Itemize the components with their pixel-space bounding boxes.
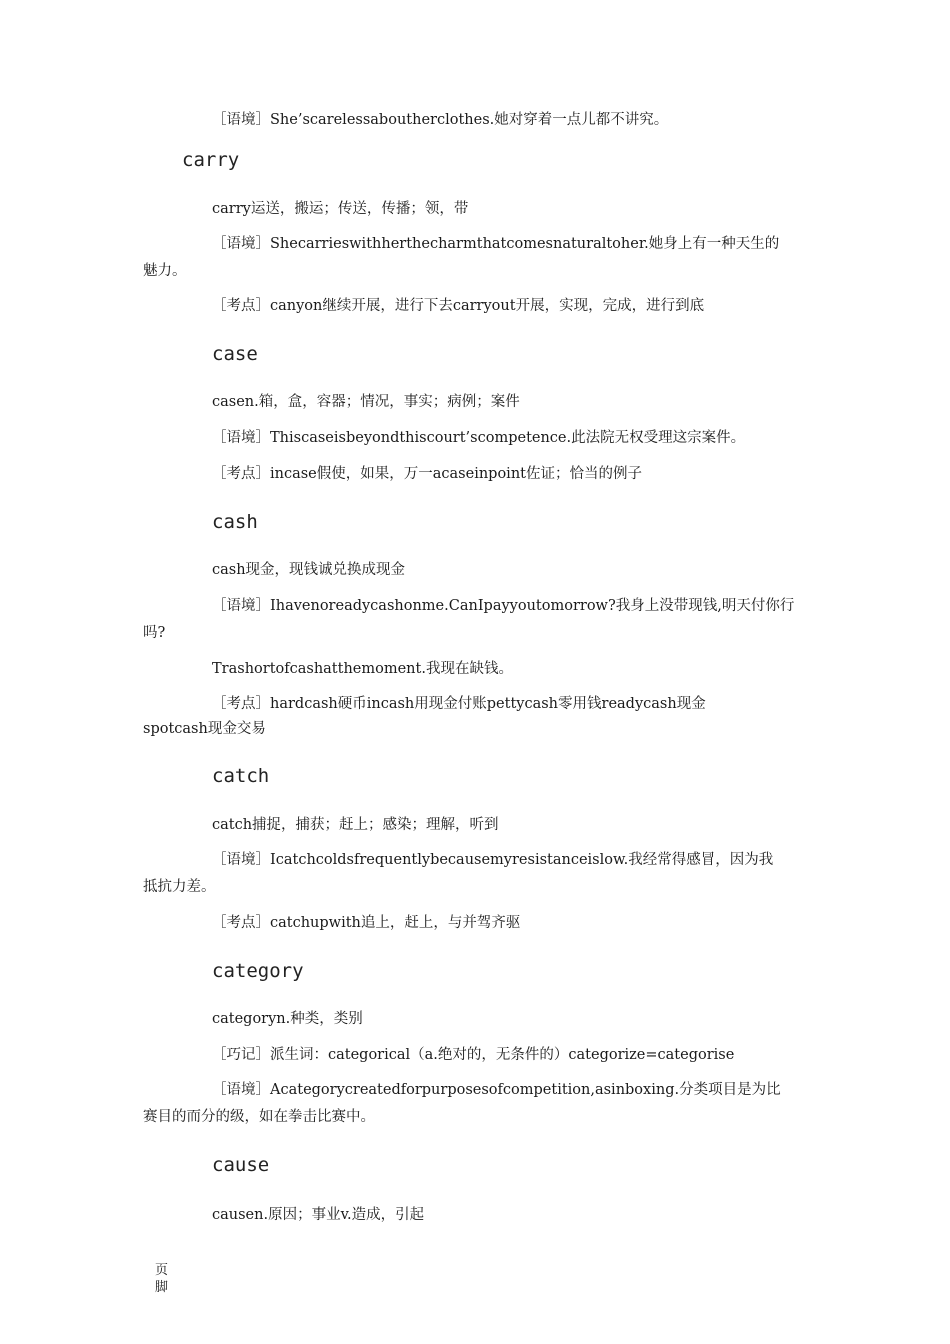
exam-point-case: ［考点］incase假使，如果，万一acaseinpoint佐证；恰当的例子 [212,466,642,482]
page-footer: 页脚 [155,1263,169,1295]
definition-carry: carry运送，搬运；传送，传播；领，带 [212,201,469,217]
exam-point-carry: ［考点］canyon继续开展，进行下去carryout开展，实现，完成，进行到底 [212,298,705,314]
context-cash-line1: ［语境］Ihavenoreadycashonme.CanIpayyoutomorrow?我身上没带现钱,明天付你行 [212,598,795,614]
context-category-line2: 赛目的而分的级，如在拳击比赛中。 [143,1109,375,1125]
exam-point-cash-line2: spotcash现金交易 [143,721,266,737]
definition-category: categoryn.种类，类别 [212,1011,363,1027]
entry-heading-catch: catch [212,765,270,787]
context-category-line1: ［语境］Acategorycreatedforpurposesofcompetition,asinboxing.分类项目是为比 [212,1082,781,1098]
entry-heading-case: case [212,343,258,365]
memory-tip-category: ［巧记］派生词：categorical（a.绝对的，无条件的）categorize=categorise [212,1047,735,1063]
definition-cash: cash现金，现钱诚兑换成现金 [212,562,406,578]
entry-heading-category: category [212,960,304,982]
definition-case: casen.箱，盒，容器；情况，事实；病例；案件 [212,394,520,410]
entry-heading-cash: cash [212,511,258,533]
context-carry-line1: ［语境］Shecarrieswithherthecharmthatcomesnaturaltoher.她身上有一种天生的 [212,236,780,252]
definition-cause: causen.原因；事业v.造成，引起 [212,1207,425,1223]
entry-heading-carry: carry [182,149,240,171]
context-cash-line2: 吗? [143,625,166,641]
entry-heading-cause: cause [212,1154,270,1176]
exam-point-catch: ［考点］catchupwith追上，赶上，与并驾齐驱 [212,915,521,931]
context-line-careless: ［语境］She’scarelessaboutherclothes.她对穿着一点儿都不讲究。 [212,112,669,128]
context-catch-line1: ［语境］Icatchcoldsfrequentlybecausemyresistanceislow.我经常得感冒，因为我 [212,852,774,868]
definition-catch: catch捕捉，捕获；赶上；感染；理解，听到 [212,817,499,833]
context-catch-line2: 抵抗力差。 [143,879,216,895]
context-carry-line2: 魅力。 [143,263,187,279]
context-case: ［语境］Thiscaseisbeyondthiscourt’scompetence.此法院无权受理这宗案件。 [212,430,746,446]
exam-point-cash-line1: ［考点］hardcash硬币incash用现金付账pettycash零用钱readycash现金 [212,696,706,712]
context-cash-line3: Trashortofcashatthemoment.我现在缺钱。 [212,661,513,677]
